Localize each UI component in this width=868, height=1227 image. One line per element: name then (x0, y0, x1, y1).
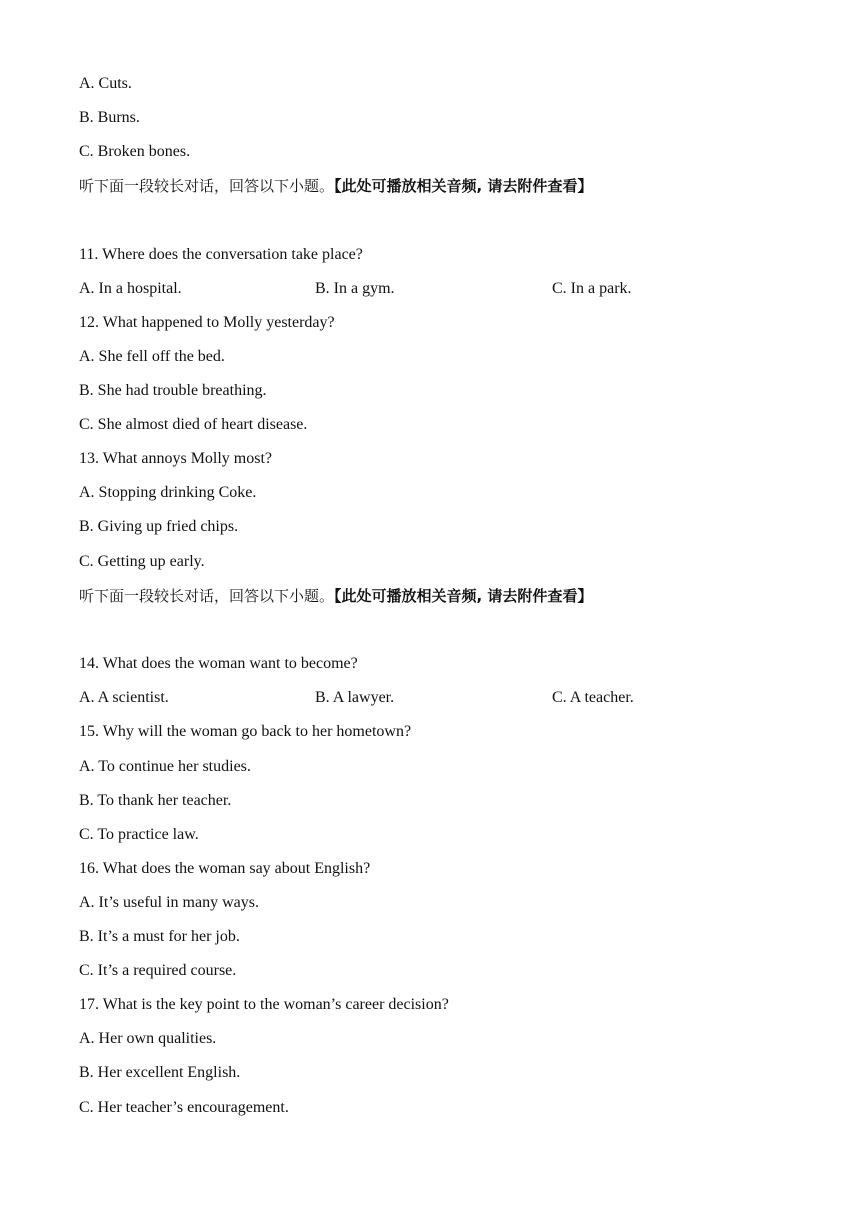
q11-option-b: B. In a gym. (315, 280, 395, 297)
audio-note: 【此处可播放相关音频, 请去附件查看】 (334, 177, 593, 195)
q13-question: 13. What annoys Molly most? (79, 450, 273, 467)
q17-option-c: C. Her teacher’s encouragement. (79, 1099, 289, 1116)
section-instruction-2 (79, 586, 592, 606)
q13-option-a: A. Stopping drinking Coke. (79, 484, 257, 501)
q17-option-b: B. Her excellent English. (79, 1064, 241, 1081)
instruction-text: 听下面一段较长对话，回答以下小题。 (79, 587, 335, 605)
q11-option-a: A. In a hospital. (79, 280, 182, 297)
q13-option-b: B. Giving up fried chips. (79, 518, 239, 535)
q14-question: 14. What does the woman want to become? (79, 655, 358, 672)
q14-options (79, 688, 779, 708)
q10-option-a: A. Cuts. (79, 75, 132, 92)
q11-option-c: C. In a park. (552, 280, 632, 297)
q14-option-a: A. A scientist. (79, 689, 169, 706)
audio-note: 【此处可播放相关音频, 请去附件查看】 (334, 587, 593, 605)
q12-option-a: A. She fell off the bed. (79, 348, 225, 365)
q15-option-b: B. To thank her teacher. (79, 792, 232, 809)
q16-question: 16. What does the woman say about English? (79, 860, 371, 877)
q10-option-b: B. Burns. (79, 109, 140, 126)
q15-option-a: A. To continue her studies. (79, 758, 251, 775)
instruction-text: 听下面一段较长对话，回答以下小题。 (79, 177, 335, 195)
q12-option-b: B. She had trouble breathing. (79, 382, 267, 399)
q13-option-c: C. Getting up early. (79, 553, 205, 570)
q14-option-b: B. A lawyer. (315, 689, 395, 706)
q17-option-a: A. Her own qualities. (79, 1030, 217, 1047)
q17-question: 17. What is the key point to the woman’s career decision? (79, 996, 449, 1013)
q15-option-c: C. To practice law. (79, 826, 199, 843)
q14-option-c: C. A teacher. (552, 689, 634, 706)
q12-option-c: C. She almost died of heart disease. (79, 416, 308, 433)
q16-option-a: A. It’s useful in many ways. (79, 894, 259, 911)
q11-options (79, 279, 779, 299)
q11-question: 11. Where does the conversation take place? (79, 246, 363, 263)
q15-question: 15. Why will the woman go back to her hometown? (79, 723, 412, 740)
q10-option-c: C. Broken bones. (79, 143, 191, 160)
q16-option-c: C. It’s a required course. (79, 962, 237, 979)
q12-question: 12. What happened to Molly yesterday? (79, 314, 335, 331)
section-instruction-1 (79, 176, 592, 196)
q16-option-b: B. It’s a must for her job. (79, 928, 240, 945)
